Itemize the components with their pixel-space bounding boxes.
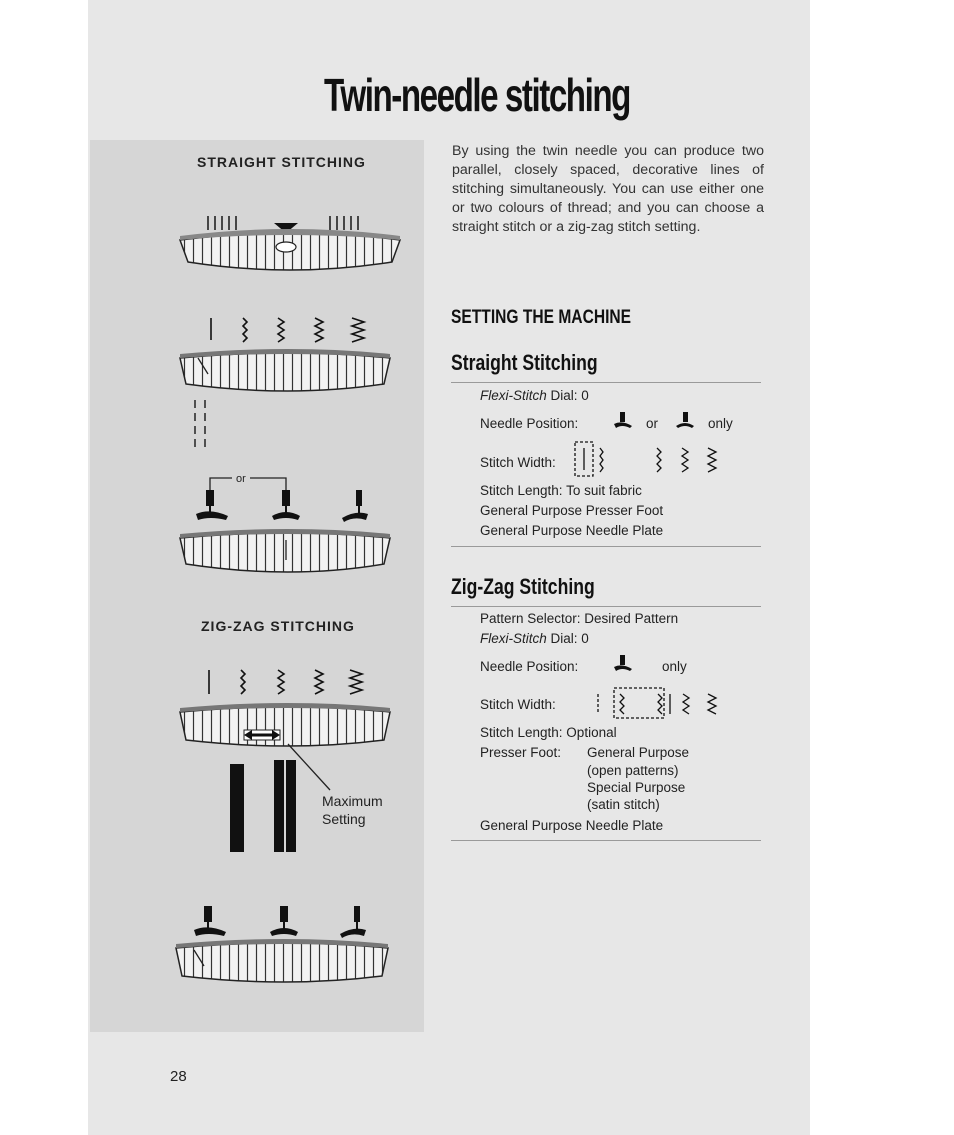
stitch-width-dial [180,349,390,391]
needle-right-icon [342,490,368,522]
zigzag-flexi-dial: Flexi-Stitch Dial: 0 [480,631,589,646]
setting-heading: SETTING THE MACHINE [451,307,632,328]
or-bracket [210,478,286,492]
page-title: Twin-needle stitching [324,69,630,121]
straight-needle-only: only [708,416,733,431]
straight-needle-or: or [646,416,659,431]
needle-position-dial [180,529,390,572]
straight-stitching-label: STRAIGHT STITCHING [197,154,366,170]
zigzag-presser-2: (open patterns) [587,763,679,778]
needle-position-dial-2 [176,939,388,982]
needle-center-icon-2 [270,906,298,936]
zigzag-needle-label: Needle Position: [480,659,579,674]
straight-plate: General Purpose Needle Plate [480,523,664,538]
straight-needle-label: Needle Position: [480,416,579,431]
zigzag-pattern: Pattern Selector: Desired Pattern [480,611,679,626]
straight-top-rule [451,382,761,383]
zigzag-width-label: Stitch Width: [480,697,556,712]
zigzag-presser-label: Presser Foot: [480,745,562,760]
zigzag-length: Stitch Length: Optional [480,725,617,740]
intro-paragraph: By using the twin needle you can produce two parallel, closely spaced, decorative lines of stitching simultaneously. You can use either one or two colours of thread; and you can choose a straight stitch or a zig-zag stitch setting. [452,143,764,235]
zigzag-width-dial [180,703,390,746]
needle-left-icon-2 [194,906,226,936]
straight-stitch-lines [195,400,205,452]
straight-width-symbols [575,442,716,476]
zigzag-presser-1: General Purpose [587,745,690,760]
zigzag-presser-3: Special Purpose [587,780,686,795]
needle-center-inline-icon [676,412,694,428]
zigzag-plate: General Purpose Needle Plate [480,818,664,833]
stitch-width-symbols-2 [209,670,362,694]
zigzag-heading: Zig-Zag Stitching [451,574,595,599]
straight-dial [180,229,400,270]
straight-flexi-dial: Flexi-Stitch Dial: 0 [480,388,589,403]
zigzag-presser-4: (satin stitch) [587,797,660,812]
needle-left-inline-icon [614,412,632,428]
straight-width-label: Stitch Width: [480,455,556,470]
needle-left-inline-icon-2 [614,655,632,671]
zigzag-needle-only: only [662,659,687,674]
zigzag-bottom-rule [451,840,761,841]
straight-bottom-rule [451,546,761,547]
page-number: 28 [170,1068,187,1085]
satin-stitch-columns [230,760,296,852]
maximum-setting-caption: Maximum Setting [322,793,383,827]
zigzag-top-rule [451,606,761,607]
straight-length: Stitch Length: To suit fabric [480,483,642,498]
zigzag-stitching-label: ZIG-ZAG STITCHING [201,618,355,634]
straight-heading: Straight Stitching [451,350,598,375]
stitch-width-symbols-1 [211,318,364,342]
needle-left-icon [196,490,228,520]
needle-center-icon [272,490,300,520]
straight-foot: General Purpose Presser Foot [480,503,664,518]
needle-right-icon-2 [340,906,366,938]
or-label: or [236,473,246,485]
zigzag-width-symbols [598,688,716,718]
